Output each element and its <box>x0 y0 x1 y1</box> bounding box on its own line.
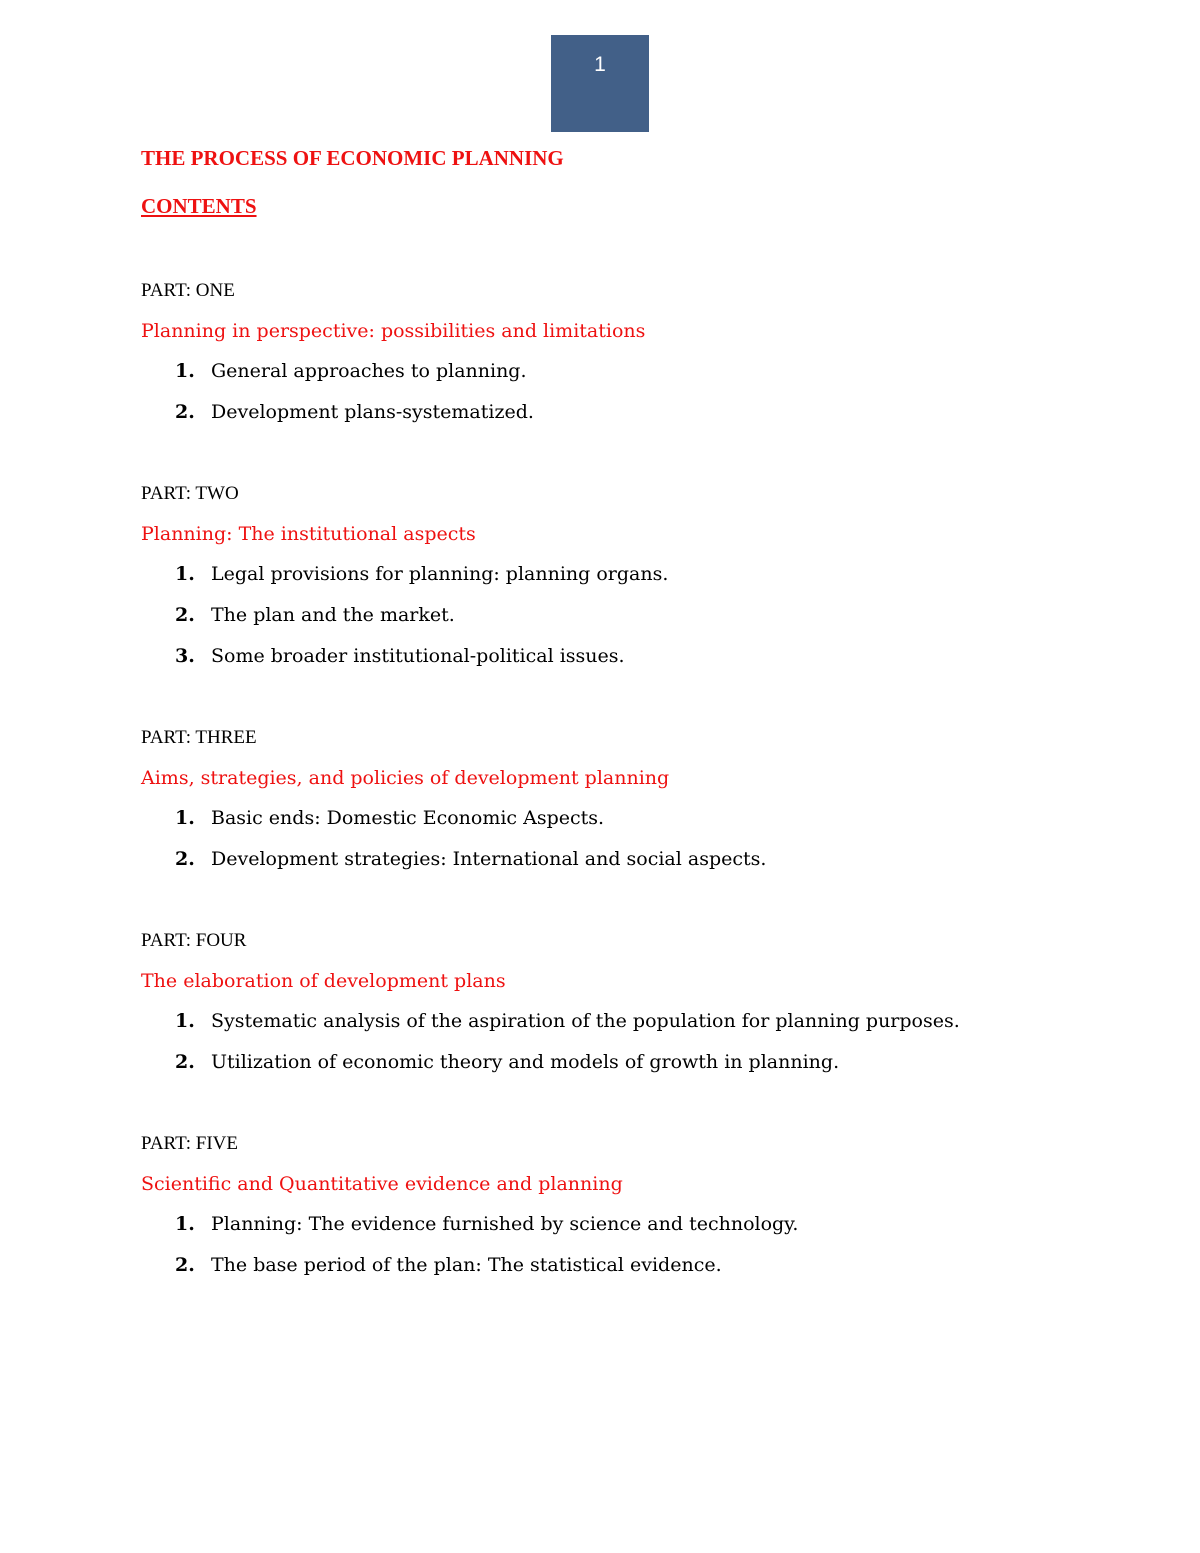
item-text: The base period of the plan: The statistical evidence. <box>211 1254 722 1276</box>
list-item <box>141 1042 1121 1083</box>
part-title: Planning in perspective: possibilities and limitations <box>141 320 646 342</box>
item-number: 1. <box>175 1010 195 1032</box>
part-label: PART: FOUR <box>141 930 247 951</box>
part-label: PART: THREE <box>141 727 257 748</box>
item-text: Legal provisions for planning: planning organs. <box>211 563 669 585</box>
part-one <box>141 271 1121 433</box>
item-number: 2. <box>175 1254 195 1276</box>
list-item <box>141 1245 1121 1286</box>
part-title: Planning: The institutional aspects <box>141 523 476 545</box>
part-label: PART: TWO <box>141 483 239 504</box>
item-number: 2. <box>175 604 195 626</box>
item-text: The plan and the market. <box>211 604 455 626</box>
part-title: Scientific and Quantitative evidence and planning <box>141 1173 623 1195</box>
part-label: PART: ONE <box>141 280 235 301</box>
part-item-list <box>141 1001 1121 1083</box>
document-body <box>141 140 1121 1286</box>
document-title: THE PROCESS OF ECONOMIC PLANNING <box>141 146 564 170</box>
list-item <box>141 392 1121 433</box>
item-number: 1. <box>175 563 195 585</box>
part-item-list <box>141 798 1121 880</box>
item-text: Utilization of economic theory and models of growth in planning. <box>211 1051 840 1073</box>
list-item <box>141 636 1121 677</box>
part-title: The elaboration of development plans <box>141 970 506 992</box>
item-text: Development strategies: International and social aspects. <box>211 848 767 870</box>
item-number: 1. <box>175 360 195 382</box>
contents-heading: CONTENTS <box>141 194 257 218</box>
item-text: General approaches to planning. <box>211 360 527 382</box>
part-two <box>141 474 1121 677</box>
item-number: 1. <box>175 1213 195 1235</box>
part-five <box>141 1124 1121 1286</box>
part-label: PART: FIVE <box>141 1133 238 1154</box>
part-four <box>141 921 1121 1083</box>
page-number-box <box>551 35 649 132</box>
item-text: Systematic analysis of the aspiration of the population for planning purposes. <box>211 1010 960 1032</box>
part-item-list <box>141 351 1121 433</box>
item-text: Basic ends: Domestic Economic Aspects. <box>211 807 605 829</box>
list-item <box>141 839 1121 880</box>
item-number: 2. <box>175 848 195 870</box>
part-three <box>141 718 1121 880</box>
list-item <box>141 1001 1121 1042</box>
item-text: Development plans-systematized. <box>211 401 534 423</box>
item-number: 3. <box>175 645 195 667</box>
list-item <box>141 351 1121 392</box>
part-title: Aims, strategies, and policies of development planning <box>141 767 670 789</box>
part-item-list <box>141 1204 1121 1286</box>
item-number: 1. <box>175 807 195 829</box>
item-number: 2. <box>175 1051 195 1073</box>
list-item <box>141 798 1121 839</box>
item-text: Planning: The evidence furnished by science and technology. <box>211 1213 799 1235</box>
list-item <box>141 1204 1121 1245</box>
item-text: Some broader institutional-political issues. <box>211 645 625 667</box>
page-number: 1 <box>594 53 606 76</box>
list-item <box>141 595 1121 636</box>
item-number: 2. <box>175 401 195 423</box>
list-item <box>141 554 1121 595</box>
part-item-list <box>141 554 1121 677</box>
